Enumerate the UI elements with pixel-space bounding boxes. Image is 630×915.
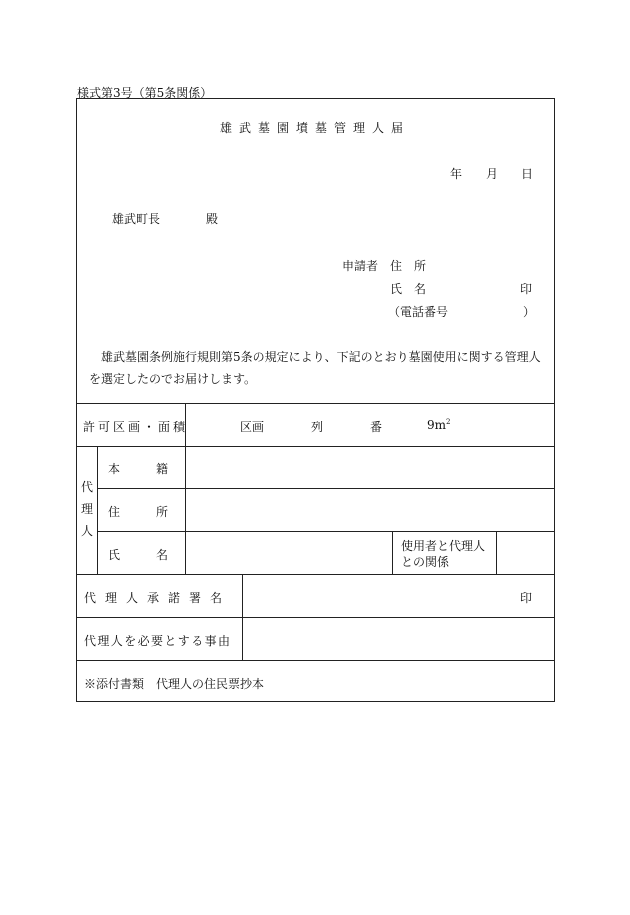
reason-label: 代理人を必要とする事由 [84,634,232,648]
row-rule [76,660,555,661]
row-rule [76,446,555,447]
column-rule [496,531,497,574]
column-rule [97,446,98,574]
date-day: 日 [521,167,534,181]
row-rule [76,574,555,575]
agent-signature-label: 代理人承諾署名 [84,591,232,605]
form-frame [76,98,555,702]
addressee-name: 雄武町長 [112,212,161,226]
applicant-name-label: 氏 名 [390,282,427,296]
area-row-label: 列 [311,420,324,434]
date-month: 月 [486,167,499,181]
body-text: 雄武墓園条例施行規則第5条の規定により、下記のとおり墓園使用に関する管理人を選定したのでお届けします。 [89,350,541,386]
addressee-honorific: 殿 [206,212,219,226]
agent-domicile-label: 本 籍 [108,462,169,476]
row-rule [97,531,555,532]
applicant-label: 申請者 [342,259,379,273]
row-rule [97,488,555,489]
agent-name-label: 氏 名 [108,548,169,562]
agent-address-label: 住 所 [108,505,169,519]
agent-group-label: 代理人 [80,480,93,538]
row-rule [76,617,555,618]
table-top-rule [76,403,555,404]
form-number: 様式第3号（第5条関係） [77,86,213,100]
area-size-superscript: 2 [446,418,451,426]
area-section-label: 区画 [240,420,265,434]
area-number-label: 番 [370,420,383,434]
attachments-note: ※添付書類 代理人の住民票抄本 [84,677,265,691]
permit-area-label: 許可区画・面積 [83,420,189,434]
applicant-phone-label: （電話番号 [388,305,449,319]
agent-signature-seal: 印 [520,591,533,605]
area-size-value: 9m [427,418,447,432]
column-rule [242,574,243,660]
column-rule [392,531,393,574]
relationship-label: 使用者と代理人との関係 [401,539,486,569]
applicant-seal: 印 [520,282,533,296]
form-title: 雄武墓園墳墓管理人届 [219,121,410,135]
applicant-phone-close: ） [523,305,536,319]
applicant-address-label: 住 所 [390,259,427,273]
date-year: 年 [450,167,463,181]
area-size [427,418,450,432]
